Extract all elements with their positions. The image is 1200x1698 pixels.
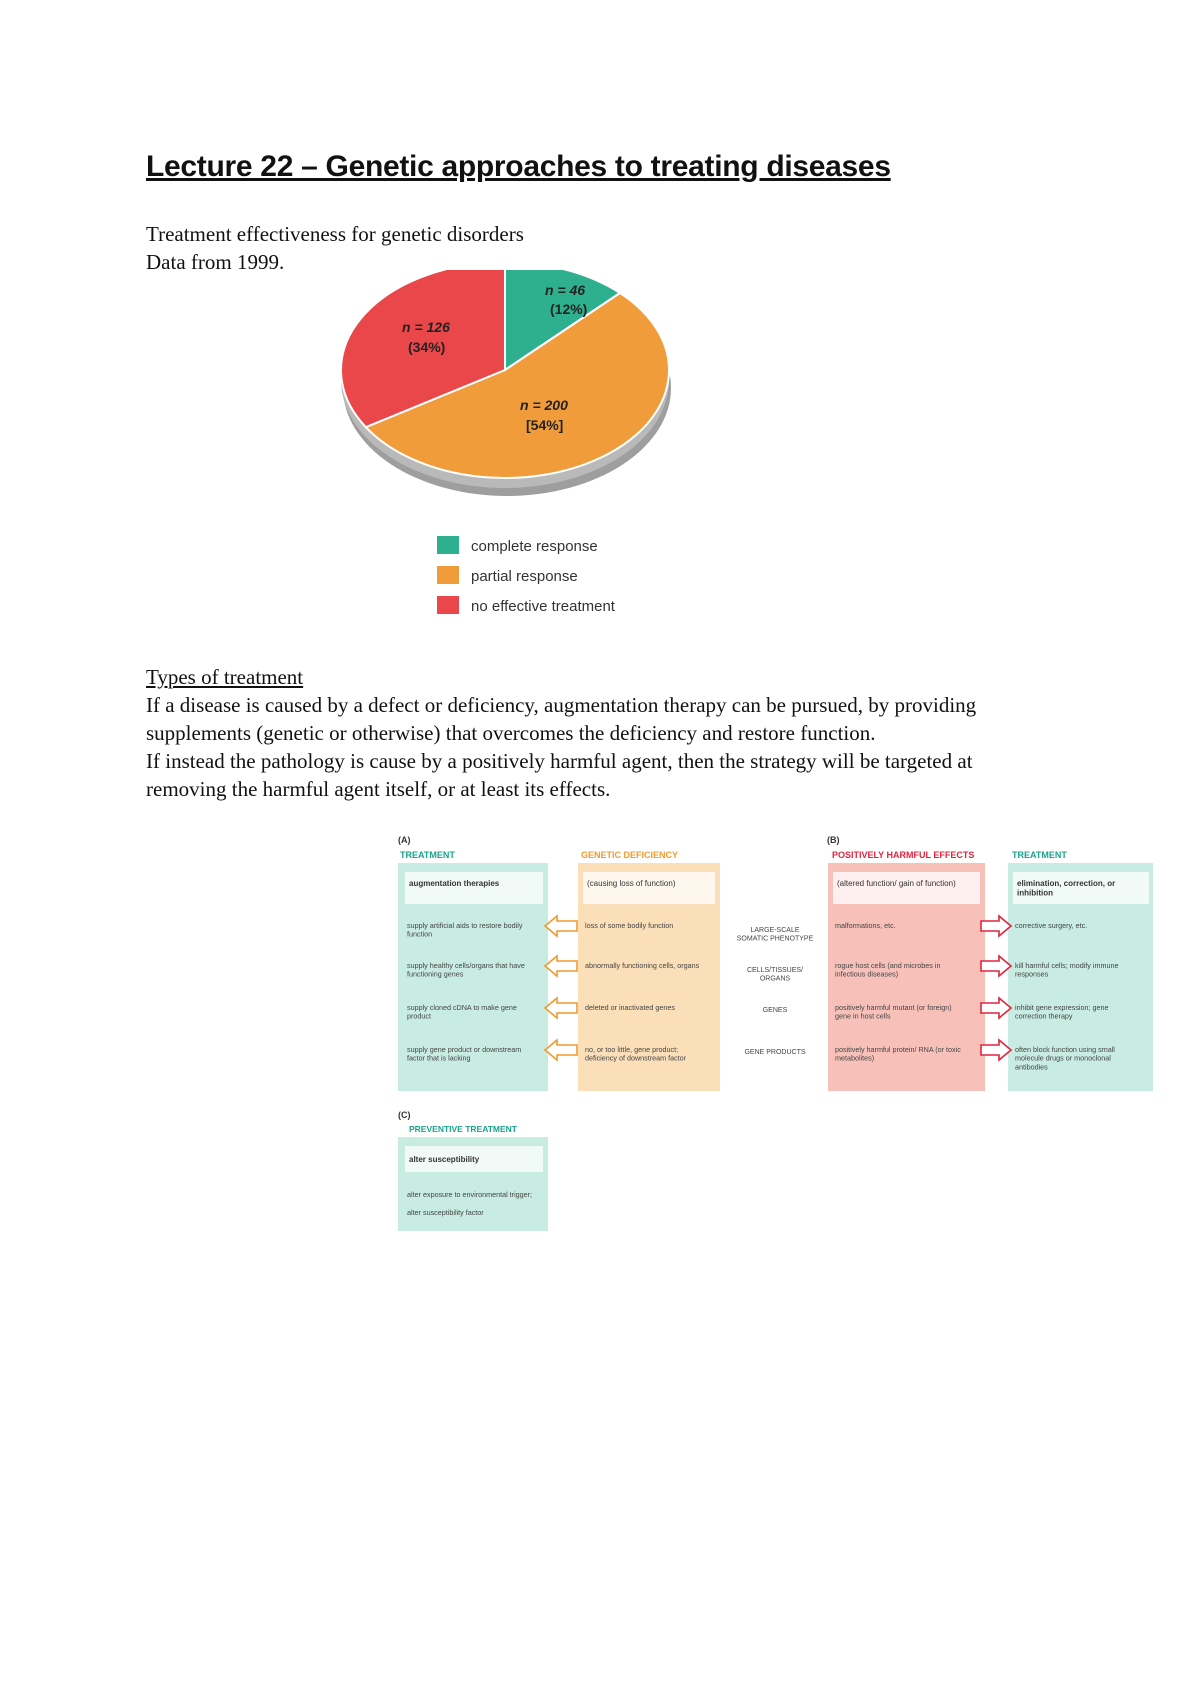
slice-label-complete-n: n = 46 <box>545 282 586 298</box>
col4-row-1: corrective surgery, etc. <box>1015 921 1088 930</box>
prev-line-1: alter exposure to environmental trigger; <box>407 1190 533 1199</box>
col1-box-label: augmentation therapies <box>409 879 500 888</box>
left-arrow-icon <box>545 916 577 936</box>
treatment-strategies-figure <box>395 836 1165 1096</box>
legend-label-partial: partial response <box>471 568 578 585</box>
col1-row-1: supply artificial aids to restore bodily function <box>407 921 523 939</box>
col2-box <box>583 872 715 904</box>
right-arrows <box>981 916 1011 1060</box>
col2-row-1: loss of some bodily function <box>585 921 674 930</box>
level-label-4: GENE PRODUCTS <box>744 1049 806 1056</box>
slice-label-complete-pct: (12%) <box>550 301 588 317</box>
preventive-treatment-figure <box>395 1109 555 1239</box>
col1-heading: TREATMENT <box>400 850 455 860</box>
col4-box-label: elimination, correction, or inhibition <box>1017 879 1116 898</box>
slice-label-none-pct: (34%) <box>408 339 446 355</box>
types-section <box>146 663 1046 803</box>
panel-label-b: (B) <box>827 836 840 845</box>
level-label-3: GENES <box>762 1007 788 1014</box>
col4-row-2: kill harmful cells; modify immune responses <box>1015 961 1119 979</box>
pie-chart <box>330 270 690 630</box>
col3-row-3: positively harmful mutant (or foreign) gene in host cells <box>835 1003 952 1021</box>
col3-row-1: malformations, etc. <box>835 921 896 930</box>
prev-box-label: alter susceptibility <box>409 1155 480 1164</box>
panel-label-c: (C) <box>398 1110 411 1120</box>
left-arrow-icon <box>545 998 577 1018</box>
right-arrow-icon <box>981 1040 1011 1060</box>
col2-row-3: deleted or inactivated genes <box>585 1003 675 1012</box>
col2-heading: GENETIC DEFICIENCY <box>581 850 679 860</box>
left-arrows <box>545 916 577 1060</box>
right-arrow-icon <box>981 916 1011 936</box>
page-title: Lecture 22 – Genetic approaches to treating diseases <box>146 150 891 183</box>
prev-heading: PREVENTIVE TREATMENT <box>409 1124 517 1134</box>
col1-box <box>405 872 543 904</box>
col3-box-label: (altered function/ gain of function) <box>837 879 956 888</box>
col4-row-3: inhibit gene expression; gene correction therapy <box>1015 1003 1109 1021</box>
col3-box <box>833 872 980 904</box>
level-label-2: CELLS/TISSUES/ ORGANS <box>746 967 804 983</box>
legend <box>437 536 616 615</box>
right-arrow-icon <box>981 956 1011 976</box>
legend-label-complete: complete response <box>471 538 598 555</box>
intro-text <box>146 220 524 276</box>
slice-label-partial-n: n = 200 <box>520 397 568 413</box>
legend-swatch-none <box>437 596 459 614</box>
types-paragraph-1: If a disease is caused by a defect or deficiency, augmentation therapy can be pursued, by providing supplements (genetic or otherwise) that overcomes the deficiency and restore function. <box>146 693 977 745</box>
panel-label-a: (A) <box>398 836 411 845</box>
col1-row-2: supply healthy cells/organs that have functioning genes <box>407 961 525 979</box>
intro-line-1: Treatment effectiveness for genetic disorders <box>146 222 524 246</box>
col4-row-4: often block function using small molecule drugs or monoclonal antibodies <box>1015 1045 1115 1072</box>
legend-label-none: no effective treatment <box>471 598 615 615</box>
col3-heading: POSITIVELY HARMFUL EFFECTS <box>832 850 975 860</box>
left-arrow-icon <box>545 956 577 976</box>
col2-row-2: abnormally functioning cells, organs <box>585 961 700 970</box>
prev-line-2: alter susceptibility factor <box>407 1208 484 1217</box>
right-arrow-icon <box>981 998 1011 1018</box>
legend-swatch-complete <box>437 536 459 554</box>
col1-row-3: supply cloned cDNA to make gene product <box>407 1003 517 1021</box>
slice-label-none-n: n = 126 <box>402 319 450 335</box>
types-paragraph-2: If instead the pathology is cause by a positively harmful agent, then the strategy will be targeted at removing the harmful agent itself, or at least its effects. <box>146 749 973 801</box>
level-label-1: LARGE-SCALE SOMATIC PHENOTYPE <box>736 927 814 943</box>
left-arrow-icon <box>545 1040 577 1060</box>
col2-row-4: no, or too little, gene product; deficiency of downstream factor <box>585 1045 687 1063</box>
col3-row-4: positively harmful protein/ RNA (or toxic metabolites) <box>835 1045 961 1063</box>
slice-label-partial-pct: [54%] <box>526 417 564 433</box>
intro-line-2: Data from 1999. <box>146 250 285 274</box>
legend-swatch-partial <box>437 566 459 584</box>
section-heading-types: Types of treatment <box>146 665 304 689</box>
col1-row-4: supply gene product or downstream factor that is lacking <box>407 1045 522 1063</box>
col4-heading: TREATMENT <box>1012 850 1067 860</box>
col3-row-2: rogue host cells (and microbes in infectious diseases) <box>835 961 941 979</box>
col2-box-label: (causing loss of function) <box>587 879 676 888</box>
